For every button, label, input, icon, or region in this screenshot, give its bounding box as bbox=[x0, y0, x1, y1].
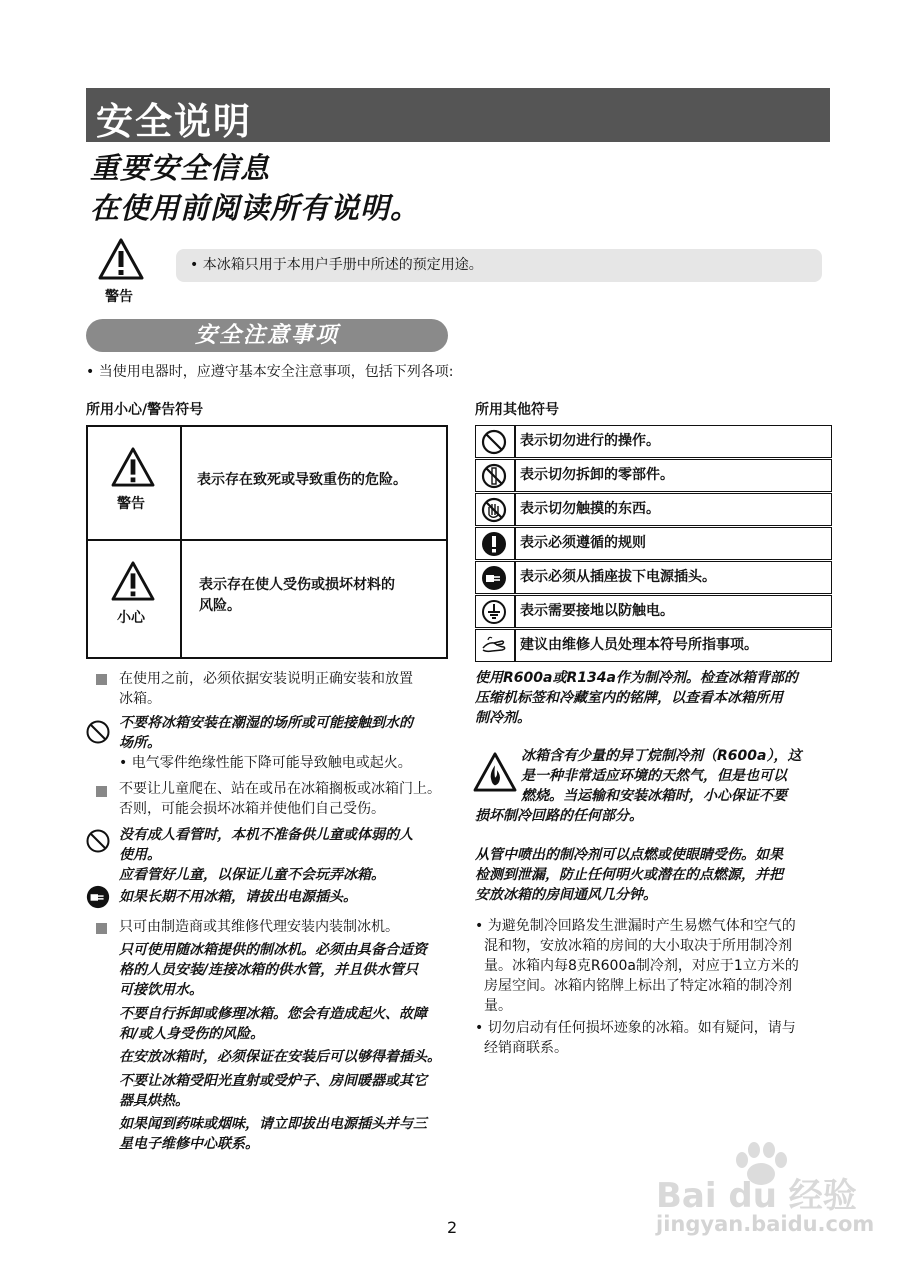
icemaker-p1-l3: 可接饮用水。 bbox=[119, 982, 203, 998]
prohibited-icon bbox=[85, 828, 111, 854]
symbol-row-text: 表示切勿进行的操作。 bbox=[520, 433, 660, 449]
prohibited-icon bbox=[85, 719, 111, 745]
service-hand-icon bbox=[480, 633, 508, 659]
humid-line1: 不要将冰箱安装在潮湿的场所或可能接触到水的 bbox=[119, 715, 413, 731]
bullet-square bbox=[96, 786, 107, 797]
room-line4: 房屋空间。冰箱内铭牌上标出了特定冰箱的制冷剂 bbox=[484, 978, 792, 994]
symbol-row bbox=[475, 527, 832, 560]
children-line2: 否则，可能会损坏冰箱并使他们自己受伤。 bbox=[119, 801, 385, 817]
children-line1: 不要让儿童爬在、站在或吊在冰箱搁板或冰箱门上。 bbox=[119, 781, 441, 797]
icemaker-p3-l1: 在安放冰箱时，必须保证在安装后可以够得着插头。 bbox=[119, 1049, 441, 1065]
warning-triangle-icon bbox=[98, 238, 144, 280]
isobutane-line4: 损坏制冷回路的任何部分。 bbox=[475, 808, 643, 824]
warning-intro-text: • 本冰箱只用于本用户手册中所述的预定用途。 bbox=[176, 249, 822, 282]
unplug-icon bbox=[85, 884, 111, 910]
damage-line2: 经销商联系。 bbox=[484, 1040, 568, 1056]
icemaker-p5-l1: 如果闻到药味或烟味，请立即拔出电源插头并与三 bbox=[119, 1116, 427, 1132]
room-line2: 混和物，安放冰箱的房间的大小取决于所用制冷剂 bbox=[484, 938, 792, 954]
table-divider bbox=[86, 539, 448, 541]
unplug-text: 如果长期不用冰箱，请拔出电源插头。 bbox=[119, 889, 357, 905]
symbol-row bbox=[475, 595, 832, 628]
symbol-row-text: 建议由维修人员处理本符号所指事项。 bbox=[520, 637, 758, 653]
symbol-row-text: 表示切勿拆卸的零部件。 bbox=[520, 467, 674, 483]
icemaker-p2-l1: 不要自行拆卸或修理冰箱。您会有造成起火、故障 bbox=[119, 1006, 427, 1022]
refrigerant-line1: 使用R600a或R134a作为制冷剂。检查冰箱背部的 bbox=[475, 670, 798, 686]
install-line2: 冰箱。 bbox=[119, 691, 161, 707]
bullet-square bbox=[96, 923, 107, 934]
damage-line1: • 切勿启动有任何损坏迹象的冰箱。如有疑问，请与 bbox=[475, 1020, 796, 1036]
warning-label: 警告 bbox=[105, 289, 133, 305]
symbol-row bbox=[475, 425, 832, 458]
flammable-warning-icon bbox=[473, 752, 517, 792]
symbol-row bbox=[475, 493, 832, 526]
icemaker-p4-l1: 不要让冰箱受阳光直射或受炉子、房间暖器或其它 bbox=[119, 1073, 427, 1089]
room-line1: • 为避免制冷回路发生泄漏时产生易燃气体和空气的 bbox=[475, 918, 796, 934]
subtitle-line1: 重要安全信息 bbox=[90, 151, 271, 185]
ground-icon bbox=[480, 599, 508, 625]
symbol-row bbox=[475, 629, 832, 662]
section-title: 安全注意事项 bbox=[86, 319, 448, 352]
room-line3: 量。冰箱内每8克R600a制冷剂，对应于1立方米的 bbox=[484, 958, 799, 974]
subtitle-line2: 在使用前阅读所有说明。 bbox=[90, 191, 421, 225]
bullet-square bbox=[96, 674, 107, 685]
isobutane-line1: 冰箱含有少量的异丁烷制冷剂（R600a），这 bbox=[521, 748, 802, 764]
symbol-row-text: 表示切勿触摸的东西。 bbox=[520, 501, 660, 517]
warning-row-text: 表示存在致死或导致重伤的危险。 bbox=[197, 472, 407, 488]
section-intro: • 当使用电器时，应遵守基本安全注意事项，包括下列各项: bbox=[86, 364, 454, 380]
humid-line2: 场所。 bbox=[119, 735, 161, 751]
prohibited-icon bbox=[480, 429, 508, 455]
no-touch-icon bbox=[480, 497, 508, 523]
caution-row-text-line1: 表示存在使人受伤或损坏材料的 bbox=[199, 577, 395, 593]
caution-triangle-icon bbox=[111, 561, 155, 601]
isobutane-line3: 燃烧。当运输和安装冰箱时，小心保证不要 bbox=[521, 788, 787, 804]
symbol-row bbox=[475, 561, 832, 594]
icemaker-p2-l2: 和/或人身受伤的风险。 bbox=[119, 1026, 265, 1042]
mandatory-icon bbox=[480, 531, 508, 557]
symbol-row-text: 表示必须遵循的规则 bbox=[520, 535, 646, 551]
room-line5: 量。 bbox=[484, 998, 512, 1014]
warning-triangle-icon bbox=[111, 447, 155, 487]
page-title: 安全说明 bbox=[96, 100, 252, 143]
leak-line3: 安放冰箱的房间通风几分钟。 bbox=[475, 887, 657, 903]
humid-sub: • 电气零件绝缘性能下降可能导致触电或起火。 bbox=[119, 755, 412, 771]
warning-row-label: 警告 bbox=[117, 496, 145, 512]
leak-line1: 从管中喷出的制冷剂可以点燃或使眼睛受伤。如果 bbox=[475, 847, 783, 863]
caution-row-text-line2: 风险。 bbox=[199, 598, 241, 614]
isobutane-line2: 是一种非常适应环境的天然气，但是也可以 bbox=[521, 768, 787, 784]
icemaker-p1-l1: 只可使用随冰箱提供的制冰机。必须由具备合适资 bbox=[119, 942, 427, 958]
install-line1: 在使用之前，必须依据安装说明正确安装和放置 bbox=[119, 671, 413, 687]
icemaker-p4-l2: 器具烘热。 bbox=[119, 1093, 189, 1109]
symbol-row bbox=[475, 459, 832, 492]
supervision-line1: 没有成人看管时，本机不准备供儿童或体弱的人 bbox=[119, 827, 413, 843]
other-symbols-heading: 所用其他符号 bbox=[475, 402, 559, 418]
refrigerant-line2: 压缩机标签和冷藏室内的铭牌，以查看本冰箱所用 bbox=[475, 690, 783, 706]
watermark-brand: Bai du 经验 bbox=[656, 1176, 857, 1216]
refrigerant-line3: 制冷剂。 bbox=[475, 710, 531, 726]
caution-symbols-heading: 所用小心/警告符号 bbox=[86, 402, 204, 418]
icemaker-p5-l2: 星电子维修中心联系。 bbox=[119, 1136, 259, 1152]
icemaker-p1-l2: 格的人员安装/连接冰箱的供水管，并且供水管只 bbox=[119, 962, 419, 978]
leak-line2: 检测到泄漏，防止任何明火或潜在的点燃源，并把 bbox=[475, 867, 783, 883]
caution-row-label: 小心 bbox=[117, 610, 145, 626]
supervision-line2: 使用。 bbox=[119, 847, 161, 863]
watermark-url: jingyan.baidu.com bbox=[656, 1212, 875, 1236]
no-disassembly-icon bbox=[480, 463, 508, 489]
table-divider bbox=[180, 425, 182, 659]
page-number: 2 bbox=[447, 1218, 458, 1237]
unplug-icon bbox=[480, 565, 508, 591]
icemaker-line1: 只可由制造商或其维修代理安装内装制冰机。 bbox=[119, 919, 399, 935]
supervision-line3: 应看管好儿童，以保证儿童不会玩弄冰箱。 bbox=[119, 867, 385, 883]
symbol-row-text: 表示必须从插座拔下电源插头。 bbox=[520, 569, 716, 585]
symbol-row-text: 表示需要接地以防触电。 bbox=[520, 603, 674, 619]
